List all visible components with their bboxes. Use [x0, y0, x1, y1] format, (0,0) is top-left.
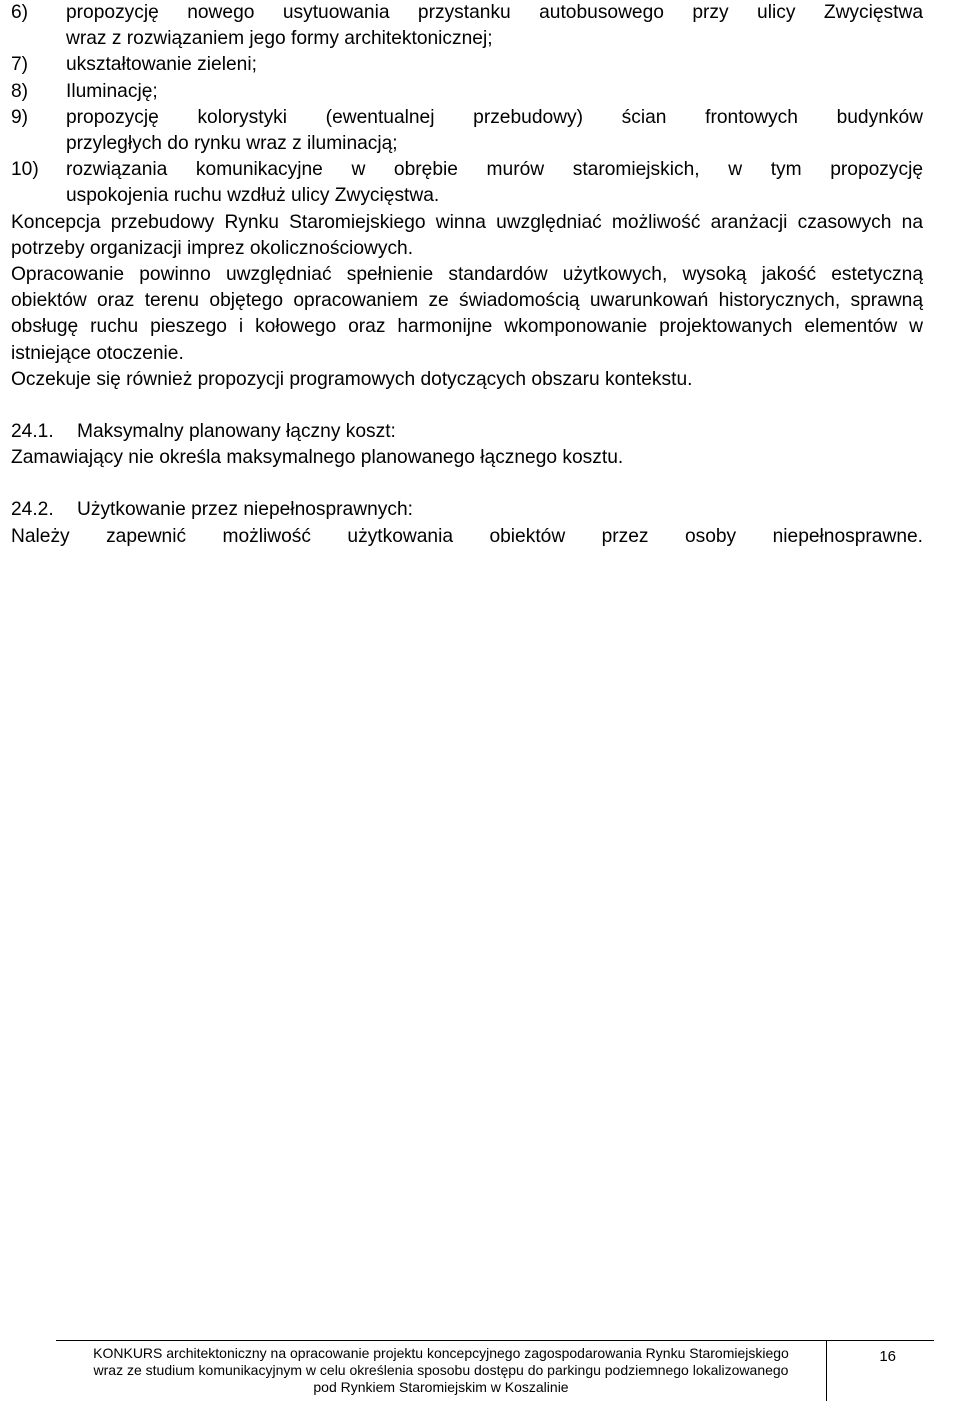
footer-line: pod Rynkiem Staromiejskim w Koszalinie [313, 1379, 569, 1395]
section-title: Użytkowanie przez niepełnosprawnych: [77, 499, 413, 521]
section-number: 24.1. [11, 421, 54, 443]
list-item-number: 7) [11, 54, 29, 76]
list-item [11, 157, 923, 209]
list-item [11, 0, 923, 52]
list-item-text: wraz z rozwiązaniem jego formy architektonicznej; [66, 28, 493, 50]
list-item-number: 8) [11, 80, 29, 102]
list-item-text: Iluminację; [66, 80, 158, 102]
list-item-number: 9) [11, 106, 29, 128]
section-body: Zamawiający nie określa maksymalnego planowanego łącznego kosztu. [11, 447, 624, 469]
page-number: 16 [879, 1348, 896, 1365]
list-item [11, 52, 923, 78]
footer-text [56, 1345, 826, 1396]
paragraph-koncepcja: Koncepcja przebudowy Rynku Staromiejskiego winna uwzględniać możliwość aranżacji czasowych na potrzeby organizacji imprez okolicznościowych. [11, 211, 923, 259]
section-title: Maksymalny planowany łączny koszt: [77, 421, 396, 443]
page-footer [56, 1340, 934, 1401]
list-item-text: uspokojenia ruchu wzdłuż ulicy Zwycięstwa. [66, 185, 440, 207]
list-item-text: ukształtowanie zieleni; [66, 54, 257, 76]
footer-line: KONKURS architektoniczny na opracowanie projektu koncepcyjnego zagospodarowania Rynku Staromiejskiego [93, 1345, 789, 1361]
footer-divider [826, 1341, 827, 1401]
paragraph-oczekuje: Oczekuje się również propozycji programowych dotyczących obszaru kontekstu. [11, 368, 693, 390]
footer-line: wraz ze studium komunikacyjnym w celu określenia sposobu dostępu do parkingu podziemnego lokalizowanego [93, 1362, 789, 1378]
list-item-number: 6) [11, 2, 29, 23]
list-item-text: propozycję nowego usytuowania przystanku autobusowego przy ulicy Zwycięstwa [66, 2, 923, 23]
requirements-list [11, 0, 923, 210]
section-body: Należy zapewnić możliwość użytkowania obiektów przez osoby niepełnosprawne. [11, 525, 923, 547]
list-item-text: przyległych do rynku wraz z iluminacją; [66, 133, 398, 155]
list-item [11, 105, 923, 157]
section-heading-24-2 [11, 497, 923, 523]
paragraph-opracowanie: Opracowanie powinno uwzględniać spełnienie standardów użytkowych, wysoką jakość estetyczną obiektów oraz terenu objętego opracowaniem ze świadomością uwarunkowań historycznych, sprawną obsługę ruchu pieszego i kołowego oraz harmonijne wkomponowanie projektowanych elementów w istniejące otoczenie. [11, 264, 923, 364]
document-body [11, 0, 923, 550]
list-item [11, 79, 923, 105]
list-item-number: 10) [11, 159, 39, 181]
list-item-text: propozycję kolorystyki (ewentualnej przebudowy) ścian frontowych budynków [66, 106, 923, 128]
section-number: 24.2. [11, 499, 54, 521]
list-item-text: rozwiązania komunikacyjne w obrębie murów staromiejskich, w tym propozycję [66, 159, 923, 181]
section-heading-24-1 [11, 419, 923, 445]
